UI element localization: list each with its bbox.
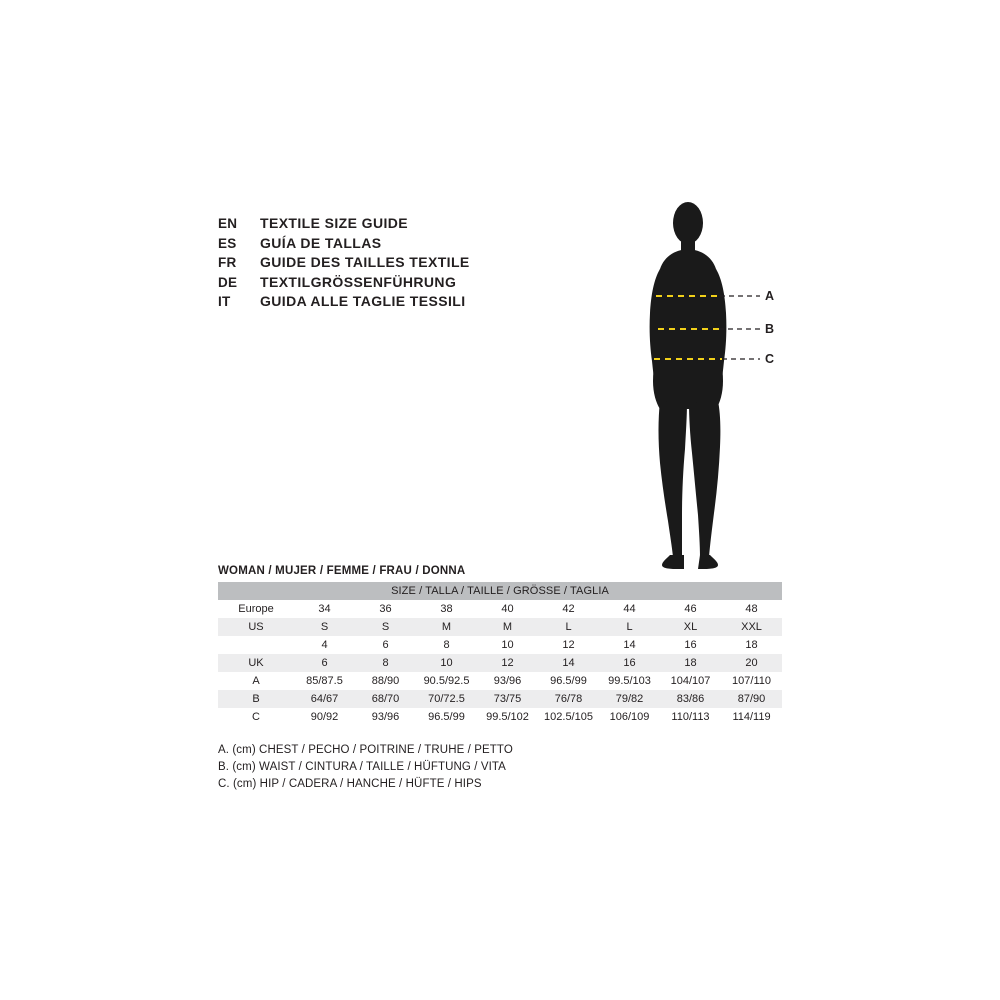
cell: XXL: [741, 621, 762, 633]
size-table: [218, 582, 782, 726]
table-header-label: SIZE / TALLA / TAILLE / GRÖSSE / TAGLIA: [391, 585, 609, 597]
row-label-a: A: [252, 675, 260, 687]
language-row: [218, 215, 638, 235]
language-title-es: GUÍA DE TALLAS: [260, 234, 382, 251]
cell: 8: [382, 657, 389, 669]
table-row: [218, 636, 782, 654]
measure-label-b: B: [765, 322, 775, 336]
language-row: [218, 235, 638, 255]
row-label-us-numeric: [218, 636, 294, 654]
legend-line-a: A. (cm) CHEST / PECHO / POITRINE / TRUHE / PETTO: [218, 744, 513, 756]
cell: 73/75: [493, 693, 522, 705]
measure-label-c: C: [765, 352, 775, 366]
cell: 90/92: [310, 711, 339, 723]
cell: 93/96: [493, 675, 522, 687]
cell: 8: [443, 639, 450, 651]
table-row: [218, 654, 782, 672]
cell: 20: [745, 657, 758, 669]
legend-line-b: B. (cm) WAIST / CINTURA / TAILLE / HÜFTUNG / VITA: [218, 761, 506, 773]
cell: 48: [745, 603, 758, 615]
cell: 14: [623, 639, 636, 651]
language-title-it: GUIDA ALLE TAGLIE TESSILI: [260, 293, 466, 309]
female-silhouette-figure: [620, 195, 820, 585]
cell: M: [441, 621, 452, 633]
language-code-it: IT: [218, 294, 231, 309]
cell: XL: [683, 621, 698, 633]
cell: 10: [501, 639, 514, 651]
cell: 4: [321, 639, 328, 651]
cell: 18: [684, 657, 697, 669]
cell: 38: [440, 603, 453, 615]
row-label-europe: Europe: [238, 603, 274, 615]
cell: 44: [623, 603, 636, 615]
measurement-legend: [218, 742, 738, 793]
cell: 93/96: [371, 711, 400, 723]
language-code-de: DE: [218, 274, 238, 290]
language-code-en: EN: [218, 216, 238, 231]
cell: 96.5/99: [428, 711, 465, 723]
cell: 83/86: [676, 693, 705, 705]
cell: 76/78: [554, 693, 583, 705]
cell: M: [502, 621, 513, 633]
table-header-row: [218, 582, 782, 600]
size-table-section: [218, 565, 782, 726]
cell: 85/87.5: [306, 675, 343, 687]
silhouette-body: [650, 202, 727, 569]
cell: 40: [501, 603, 514, 615]
cell: 10: [440, 657, 453, 669]
language-code-es: ES: [218, 235, 237, 251]
cell: 14: [562, 657, 575, 669]
cell: 12: [501, 657, 514, 669]
row-label-c: C: [252, 711, 260, 723]
cell: 104/107: [670, 675, 711, 687]
silhouette-svg: [620, 195, 820, 585]
cell: 87/90: [737, 693, 766, 705]
language-code-fr: FR: [218, 255, 237, 270]
language-title-en: TEXTILE SIZE GUIDE: [260, 215, 408, 231]
cell: 96.5/99: [550, 675, 587, 687]
cell: S: [320, 621, 329, 633]
cell: 16: [684, 639, 697, 651]
language-title-de: TEXTILGRÖSSENFÜHRUNG: [260, 273, 457, 290]
cell: 42: [562, 603, 575, 615]
cell: L: [565, 621, 572, 633]
row-label-us: US: [248, 621, 264, 633]
language-title-fr: GUIDE DES TAILLES TEXTILE: [260, 254, 470, 270]
cell: 88/90: [371, 675, 400, 687]
cell: 46: [684, 603, 697, 615]
cell: 90.5/92.5: [423, 675, 470, 687]
language-row: [218, 293, 638, 313]
cell: 79/82: [615, 693, 644, 705]
cell: 36: [379, 603, 392, 615]
cell: 99.5/102: [486, 711, 529, 723]
cell: 110/113: [671, 711, 710, 723]
language-title-block: [218, 215, 638, 313]
table-row: [218, 618, 782, 636]
language-row: [218, 254, 638, 274]
cell: 18: [745, 639, 758, 651]
cell: 6: [382, 639, 389, 651]
cell: 99.5/103: [608, 675, 651, 687]
language-row: [218, 274, 638, 294]
cell: 106/109: [609, 711, 650, 723]
row-label-uk: UK: [248, 657, 264, 669]
table-row: [218, 690, 782, 708]
table-row: [218, 600, 782, 618]
cell: S: [381, 621, 390, 633]
cell: 16: [623, 657, 636, 669]
cell: 34: [318, 603, 331, 615]
table-row: [218, 708, 782, 726]
legend-line-c: C. (cm) HIP / CADERA / HANCHE / HÜFTE / HIPS: [218, 778, 482, 790]
row-label-b: B: [252, 693, 260, 705]
cell: 114/119: [732, 711, 771, 723]
cell: 6: [321, 657, 328, 669]
cell: 12: [562, 639, 575, 651]
cell: 107/110: [732, 675, 771, 687]
measure-label-a: A: [765, 289, 775, 303]
cell: 68/70: [371, 693, 400, 705]
cell: 70/72.5: [428, 693, 465, 705]
cell: 102.5/105: [544, 711, 593, 723]
table-row: [218, 672, 782, 690]
table-caption: WOMAN / MUJER / FEMME / FRAU / DONNA: [218, 565, 466, 577]
cell: 64/67: [310, 693, 339, 705]
cell: L: [626, 621, 633, 633]
